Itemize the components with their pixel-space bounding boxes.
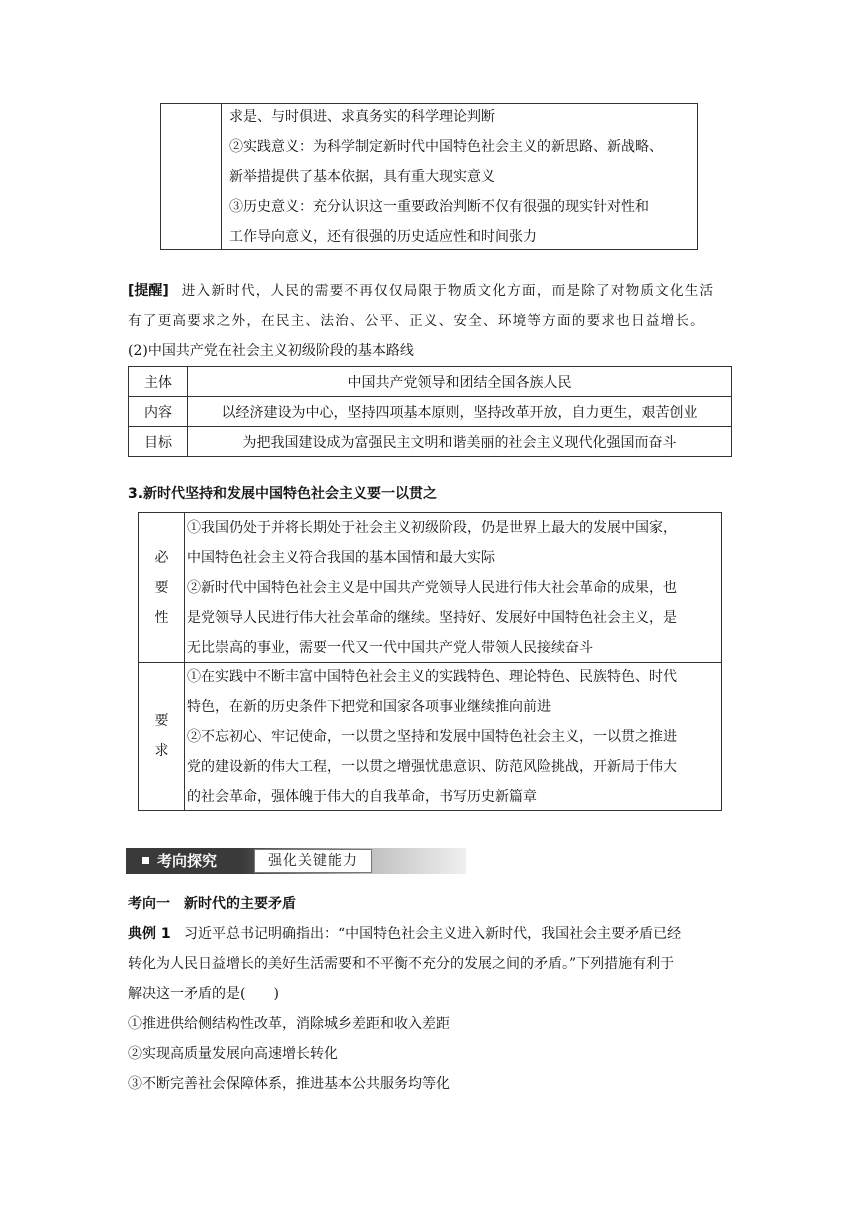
question-line: 解决这一矛盾的是( ) xyxy=(128,986,279,1002)
table-line: ②不忘初心、牢记使命，一以贯之坚持和发展中国特色社会主义，一以贯之推进 xyxy=(187,729,677,745)
necessity-content xyxy=(187,513,717,663)
meaning-table xyxy=(160,103,698,250)
row-key: 主体 xyxy=(129,367,188,397)
square-bullet-icon xyxy=(142,857,149,864)
topic-heading: 考向一 新时代的主要矛盾 xyxy=(128,896,296,912)
banner-subtitle: 强化关键能力 xyxy=(254,849,372,873)
table-line: ①我国仍处于并将长期处于社会主义初级阶段，仍是世界上最大的发展中国家， xyxy=(187,520,677,536)
row-key: 目标 xyxy=(129,427,188,457)
table-line: ②实践意义：为科学制定新时代中国特色社会主义的新思路、新战略、 xyxy=(229,139,663,155)
table-line: 特色，在新的历史条件下把党和国家各项事业继续推向前进 xyxy=(187,699,551,715)
table-line: ①在实践中不断丰富中国特色社会主义的实践特色、理论特色、民族特色、时代 xyxy=(187,669,677,685)
tip-paragraph xyxy=(128,276,738,336)
label-char: 求 xyxy=(154,743,169,759)
option-line: ②实现高质量发展向高速增长转化 xyxy=(128,1046,338,1062)
tip-text-line: 进入新时代，人民的需要不再仅仅局限于物质文化方面，而是除了对物质文化生活 xyxy=(181,283,715,299)
table-line: 是党领导人民进行伟大社会革命的继续。坚持好、发展好中国特色社会主义，是 xyxy=(187,610,677,626)
table-row xyxy=(129,427,732,457)
question-label: 典例 1 xyxy=(128,926,171,942)
table-line: 中国特色社会主义符合我国的基本国情和最大实际 xyxy=(187,550,495,566)
basic-line-table xyxy=(128,366,732,457)
label-char: 必 xyxy=(154,550,169,566)
necessity-label xyxy=(139,543,184,633)
tip-label: [提醒] xyxy=(128,283,169,299)
question-line: 转化为人民日益增长的美好生活需要和不平衡不充分的发展之间的矛盾。”下列措施有利于 xyxy=(128,956,675,972)
tip-text-line: 有了更高要求之外，在民主、法治、公平、正义、安全、环境等方面的要求也日益增长。 xyxy=(128,313,705,329)
banner-title xyxy=(126,848,248,874)
section-heading: (2)中国共产党在社会主义初级阶段的基本路线 xyxy=(128,343,414,359)
row-value: 为把我国建设成为富强民主文明和谐美丽的社会主义现代化强国而奋斗 xyxy=(188,427,732,457)
table-line: 党的建设新的伟大工程，一以贯之增强忧患意识、防范风险挑战，开新局于伟大 xyxy=(187,759,677,775)
label-char: 要 xyxy=(154,713,169,729)
table-row xyxy=(129,397,732,427)
option-line: ①推进供给侧结构性改革，消除城乡差距和收入差距 xyxy=(128,1016,450,1032)
section-heading: 3.新时代坚持和发展中国特色社会主义要一以贯之 xyxy=(128,486,438,502)
table-label-cell xyxy=(161,104,222,249)
banner-title-text: 考向探究 xyxy=(157,852,218,870)
question-line: 习近平总书记明确指出：“中国特色社会主义进入新时代，我国社会主要矛盾已经 xyxy=(183,926,682,942)
table-line: 的社会革命，强体魄于伟大的自我革命，书写历史新篇章 xyxy=(187,789,537,805)
label-char: 要 xyxy=(154,580,169,596)
option-line: ③不断完善社会保障体系，推进基本公共服务均等化 xyxy=(128,1076,450,1092)
row-value: 以经济建设为中心，坚持四项基本原则，坚持改革开放，自力更生，艰苦创业 xyxy=(188,397,732,427)
row-value: 中国共产党领导和团结全国各族人民 xyxy=(188,367,732,397)
example-question xyxy=(128,919,740,1099)
table-line: 工作导向意义，还有很强的历史适应性和时间张力 xyxy=(229,229,537,245)
table-row xyxy=(129,367,732,397)
table-line: 求是、与时俱进、求真务实的科学理论判断 xyxy=(229,109,495,125)
table-line: 新举措提供了基本依据，具有重大现实意义 xyxy=(229,169,495,185)
requirement-label xyxy=(139,706,184,766)
table-content-cell xyxy=(229,102,691,252)
requirement-content xyxy=(187,662,717,812)
consistency-table xyxy=(138,512,722,811)
table-line: ②新时代中国特色社会主义是中国共产党领导人民进行伟大社会革命的成果，也 xyxy=(187,580,677,596)
table-line: 无比崇高的事业，需要一代又一代中国共产党人带领人民接续奋斗 xyxy=(187,640,593,656)
row-key: 内容 xyxy=(129,397,188,427)
table-line: ③历史意义：充分认识这一重要政治判断不仅有很强的现实针对性和 xyxy=(229,199,649,215)
section-banner xyxy=(126,846,466,876)
label-char: 性 xyxy=(154,610,169,626)
